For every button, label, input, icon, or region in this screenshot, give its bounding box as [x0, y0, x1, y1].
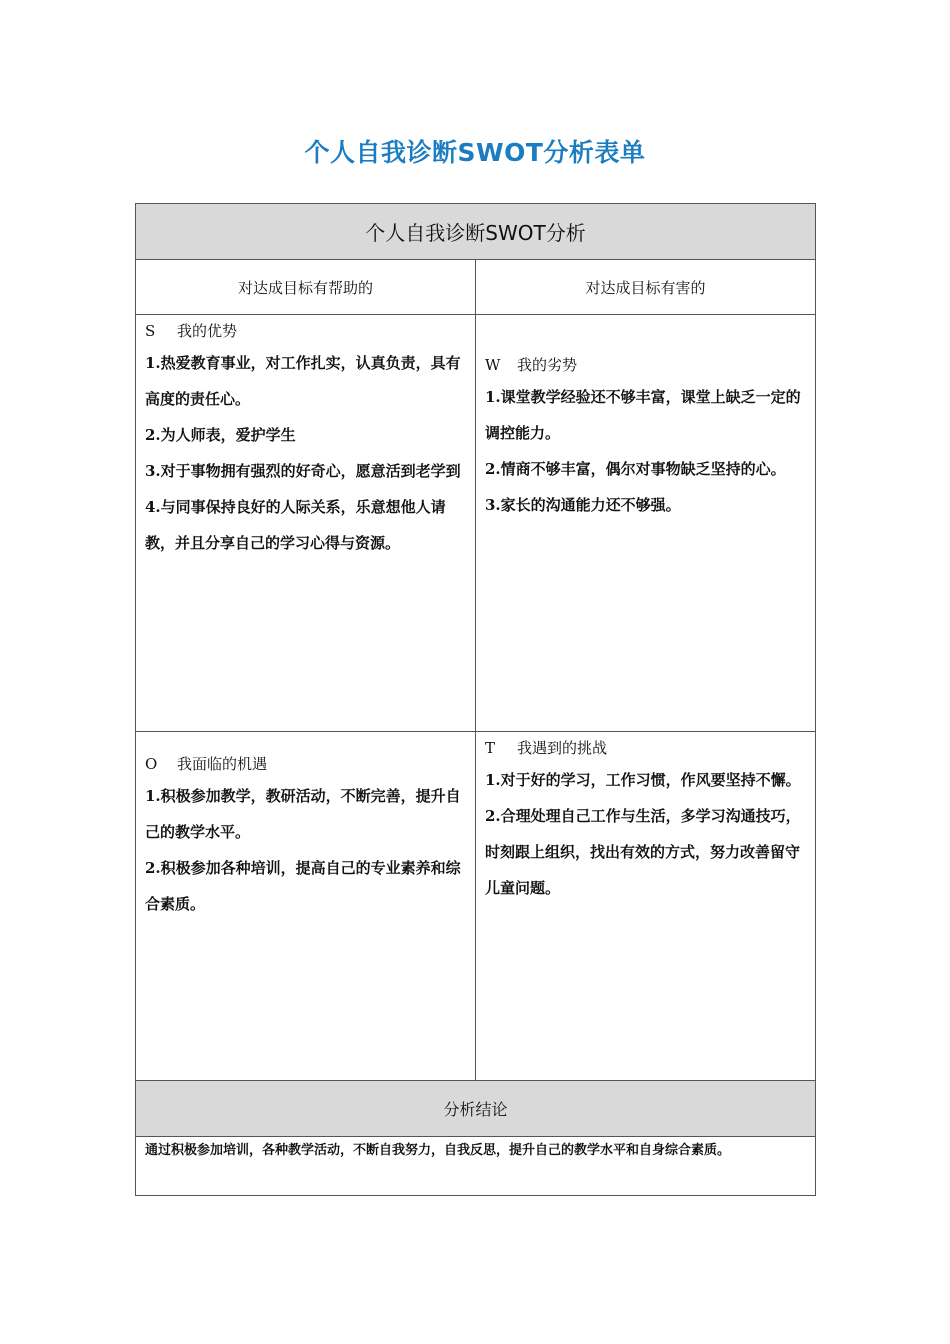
- column-helpful-header: 对达成目标有帮助的: [136, 260, 476, 315]
- strengths-cell: [136, 315, 476, 732]
- threats-heading: [485, 734, 807, 762]
- opportunities-heading: [145, 750, 467, 778]
- document-title: 个人自我诊断SWOT分析表单: [304, 138, 646, 167]
- strengths-heading: [145, 317, 467, 345]
- conclusion-text: 通过积极参加培训，各种教学活动，不断自我努力，自我反思，提升自己的教学水平和自身综合素质。: [145, 1143, 731, 1158]
- weakness-item: 1.课堂教学经验还不够丰富，课堂上缺乏一定的调控能力。: [485, 388, 801, 442]
- strengths-title: 我的优势: [177, 322, 238, 340]
- weaknesses-letter: W: [485, 356, 501, 374]
- strengths-letter: S: [145, 322, 156, 340]
- opportunity-item: 1.积极参加教学，教研活动，不断完善，提升自己的教学水平。: [145, 787, 461, 841]
- threats-letter: T: [485, 739, 496, 757]
- threat-item: 2.合理处理自己工作与生活，多学习沟通技巧，时刻跟上组织，找出有效的方式，努力改善留守儿童问题。: [485, 807, 801, 897]
- conclusion-header: 分析结论: [136, 1081, 816, 1137]
- weaknesses-cell: [476, 315, 816, 732]
- weaknesses-title: 我的劣势: [517, 356, 578, 374]
- column-harmful-header: 对达成目标有害的: [476, 260, 816, 315]
- strength-item: 2.为人师表，爱护学生: [145, 426, 296, 444]
- weaknesses-heading: [485, 351, 807, 379]
- conclusion-cell: [136, 1137, 816, 1196]
- swot-table: [135, 203, 816, 1196]
- strength-item: 3.对于事物拥有强烈的好奇心，愿意活到老学到: [145, 462, 461, 480]
- weakness-item: 2.情商不够丰富，偶尔对事物缺乏坚持的心。: [485, 460, 786, 478]
- opportunities-cell: [136, 732, 476, 1081]
- strength-item: 1.热爱教育事业，对工作扎实，认真负责，具有高度的责任心。: [145, 354, 461, 408]
- strength-item: 4.与同事保持良好的人际关系，乐意想他人请教，并且分享自己的学习心得与资源。: [145, 498, 446, 552]
- opportunity-item: 2.积极参加各种培训，提高自己的专业素养和综合素质。: [145, 859, 461, 913]
- threats-cell: [476, 732, 816, 1081]
- table-header: 个人自我诊断SWOT分析: [136, 204, 816, 260]
- opportunities-letter: O: [145, 755, 158, 773]
- threats-title: 我遇到的挑战: [517, 739, 608, 757]
- opportunities-title: 我面临的机遇: [177, 755, 268, 773]
- weakness-item: 3.家长的沟通能力还不够强。: [485, 496, 681, 514]
- threat-item: 1.对于好的学习，工作习惯，作风要坚持不懈。: [485, 771, 801, 789]
